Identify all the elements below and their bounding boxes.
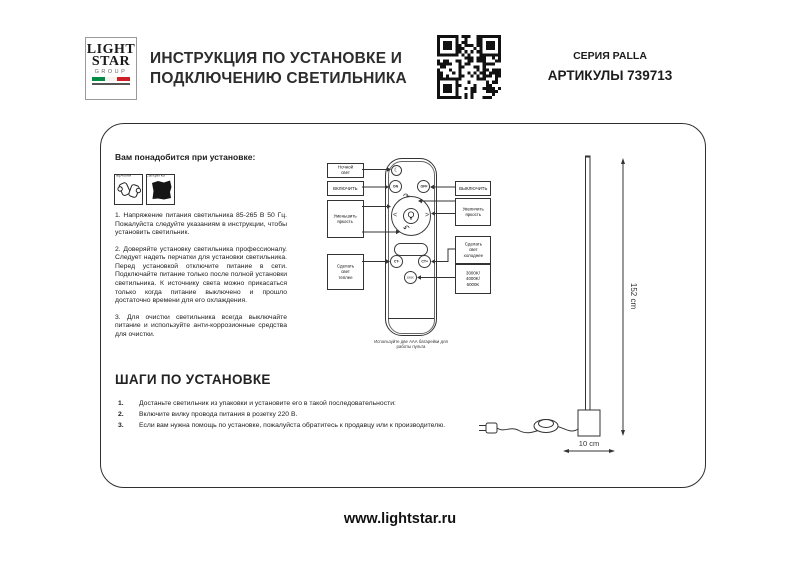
step-row — [118, 422, 450, 431]
callout-decrease-brightness: Уменьшить яркость — [327, 200, 364, 238]
series-label: СЕРИЯ PALLA — [573, 50, 647, 62]
ct-minus-button: CT- — [390, 255, 403, 268]
callout-color-temperature: 3000K/ 4000K/ 6000K — [455, 264, 491, 294]
page-title-line2: ПОДКЛЮЧЕНИЮ СВЕТИЛЬНИКА — [150, 70, 407, 87]
ct-plus-button: CT+ — [418, 255, 431, 268]
step-number: 2. — [118, 410, 124, 418]
moon-icon: ☾ — [393, 167, 400, 174]
installation-steps — [118, 400, 450, 432]
tool-gloves-label: Перчатки — [114, 173, 132, 178]
step-row — [118, 400, 450, 409]
lightstar-logo — [85, 37, 137, 100]
bulb-button — [403, 208, 419, 224]
step-number: 3. — [118, 421, 124, 429]
lamp-height-label: 152 cm — [629, 282, 638, 310]
steps-heading: ШАГИ ПО УСТАНОВКЕ — [115, 372, 271, 387]
logo-text-light: LIGHT — [86, 42, 136, 57]
logo-text-group: GROUP — [94, 69, 128, 75]
step-text: Если вам нужна помощь по установке, пожалуйста обратитесь к продавцу или к производителю. — [139, 421, 446, 429]
tool-napkin — [146, 167, 176, 205]
note-2: 2. Доверяйте установку светильника профессионалу. Следует надеть перчатки для установки светильника. Перед установкой отключите питание в сети. Подключайте питание только после полной установки светильника. К источнику света можно прикасаться только когда питание выключено и прошло достаточно времени для его охлаждения. — [115, 245, 287, 305]
step-row — [118, 411, 450, 420]
logo-underline — [92, 83, 130, 86]
tool-gloves — [114, 167, 144, 205]
cycle-arrow-top-icon: ↷ — [403, 192, 410, 201]
bulb-icon — [407, 211, 415, 221]
note-3: 3. Для очистки светильника всегда выключайте питание и используйте анти-коррозионные средства для очистки. — [115, 313, 287, 338]
callout-turn-on: ВКЛЮЧИТЬ — [327, 181, 364, 196]
callout-increase-brightness: Увеличить яркость — [455, 198, 491, 226]
step-text: Включите вилку провода питания в розетку 220 В. — [139, 410, 298, 418]
prep-heading: Вам понадобится при установке: — [115, 152, 256, 162]
callout-warmer-light: Сделать свет теплее — [327, 254, 364, 290]
website-url: www.lightstar.ru — [343, 511, 457, 527]
callout-colder-light: Сделать свет холоднее — [455, 236, 491, 264]
articles-label: АРТИКУЛЫ 739713 — [547, 68, 673, 83]
logo-text-star: STAR — [91, 54, 131, 69]
remote-caption: Используйте две ААА батарейки для работы пульта — [374, 339, 448, 349]
battery-cover-line — [388, 318, 434, 319]
cycle-arrow-bottom-icon: ↶ — [403, 224, 410, 233]
page-title-line1: ИНСТРУКЦИЯ ПО УСТАНОВКЕ И — [150, 50, 403, 67]
qr-code-icon — [437, 35, 501, 99]
page-title — [150, 49, 407, 89]
off-button: OFF — [417, 180, 430, 193]
tool-napkin-label: Салфетка — [146, 173, 165, 178]
callout-turn-off: ВЫКЛЮЧИТЬ — [455, 181, 491, 196]
italy-flag-icon — [92, 77, 130, 81]
callout-night-light: Ночной свет — [327, 163, 364, 178]
step-text: Достаньте светильник из упаковки и установите его в такой последовательности: — [139, 400, 396, 407]
arrow-left-icon: < — [393, 212, 398, 219]
color-temp-mode-button: 3000K — [404, 271, 417, 284]
safety-notes — [115, 212, 287, 347]
step-number: 1. — [118, 400, 124, 407]
night-light-button — [391, 165, 402, 176]
napkin-icon — [146, 174, 175, 205]
gloves-icon — [114, 174, 143, 205]
note-1: 1. Напряжение питания светильника 85-265 В 50 Гц. Пожалуйста следуйте указаниям в инструкции, чтобы установить светильник. — [115, 212, 287, 237]
arrow-right-icon: > — [425, 212, 430, 219]
lamp-base-label: 10 cm — [578, 439, 600, 448]
product-info — [510, 50, 710, 83]
on-button: ON — [389, 180, 402, 193]
